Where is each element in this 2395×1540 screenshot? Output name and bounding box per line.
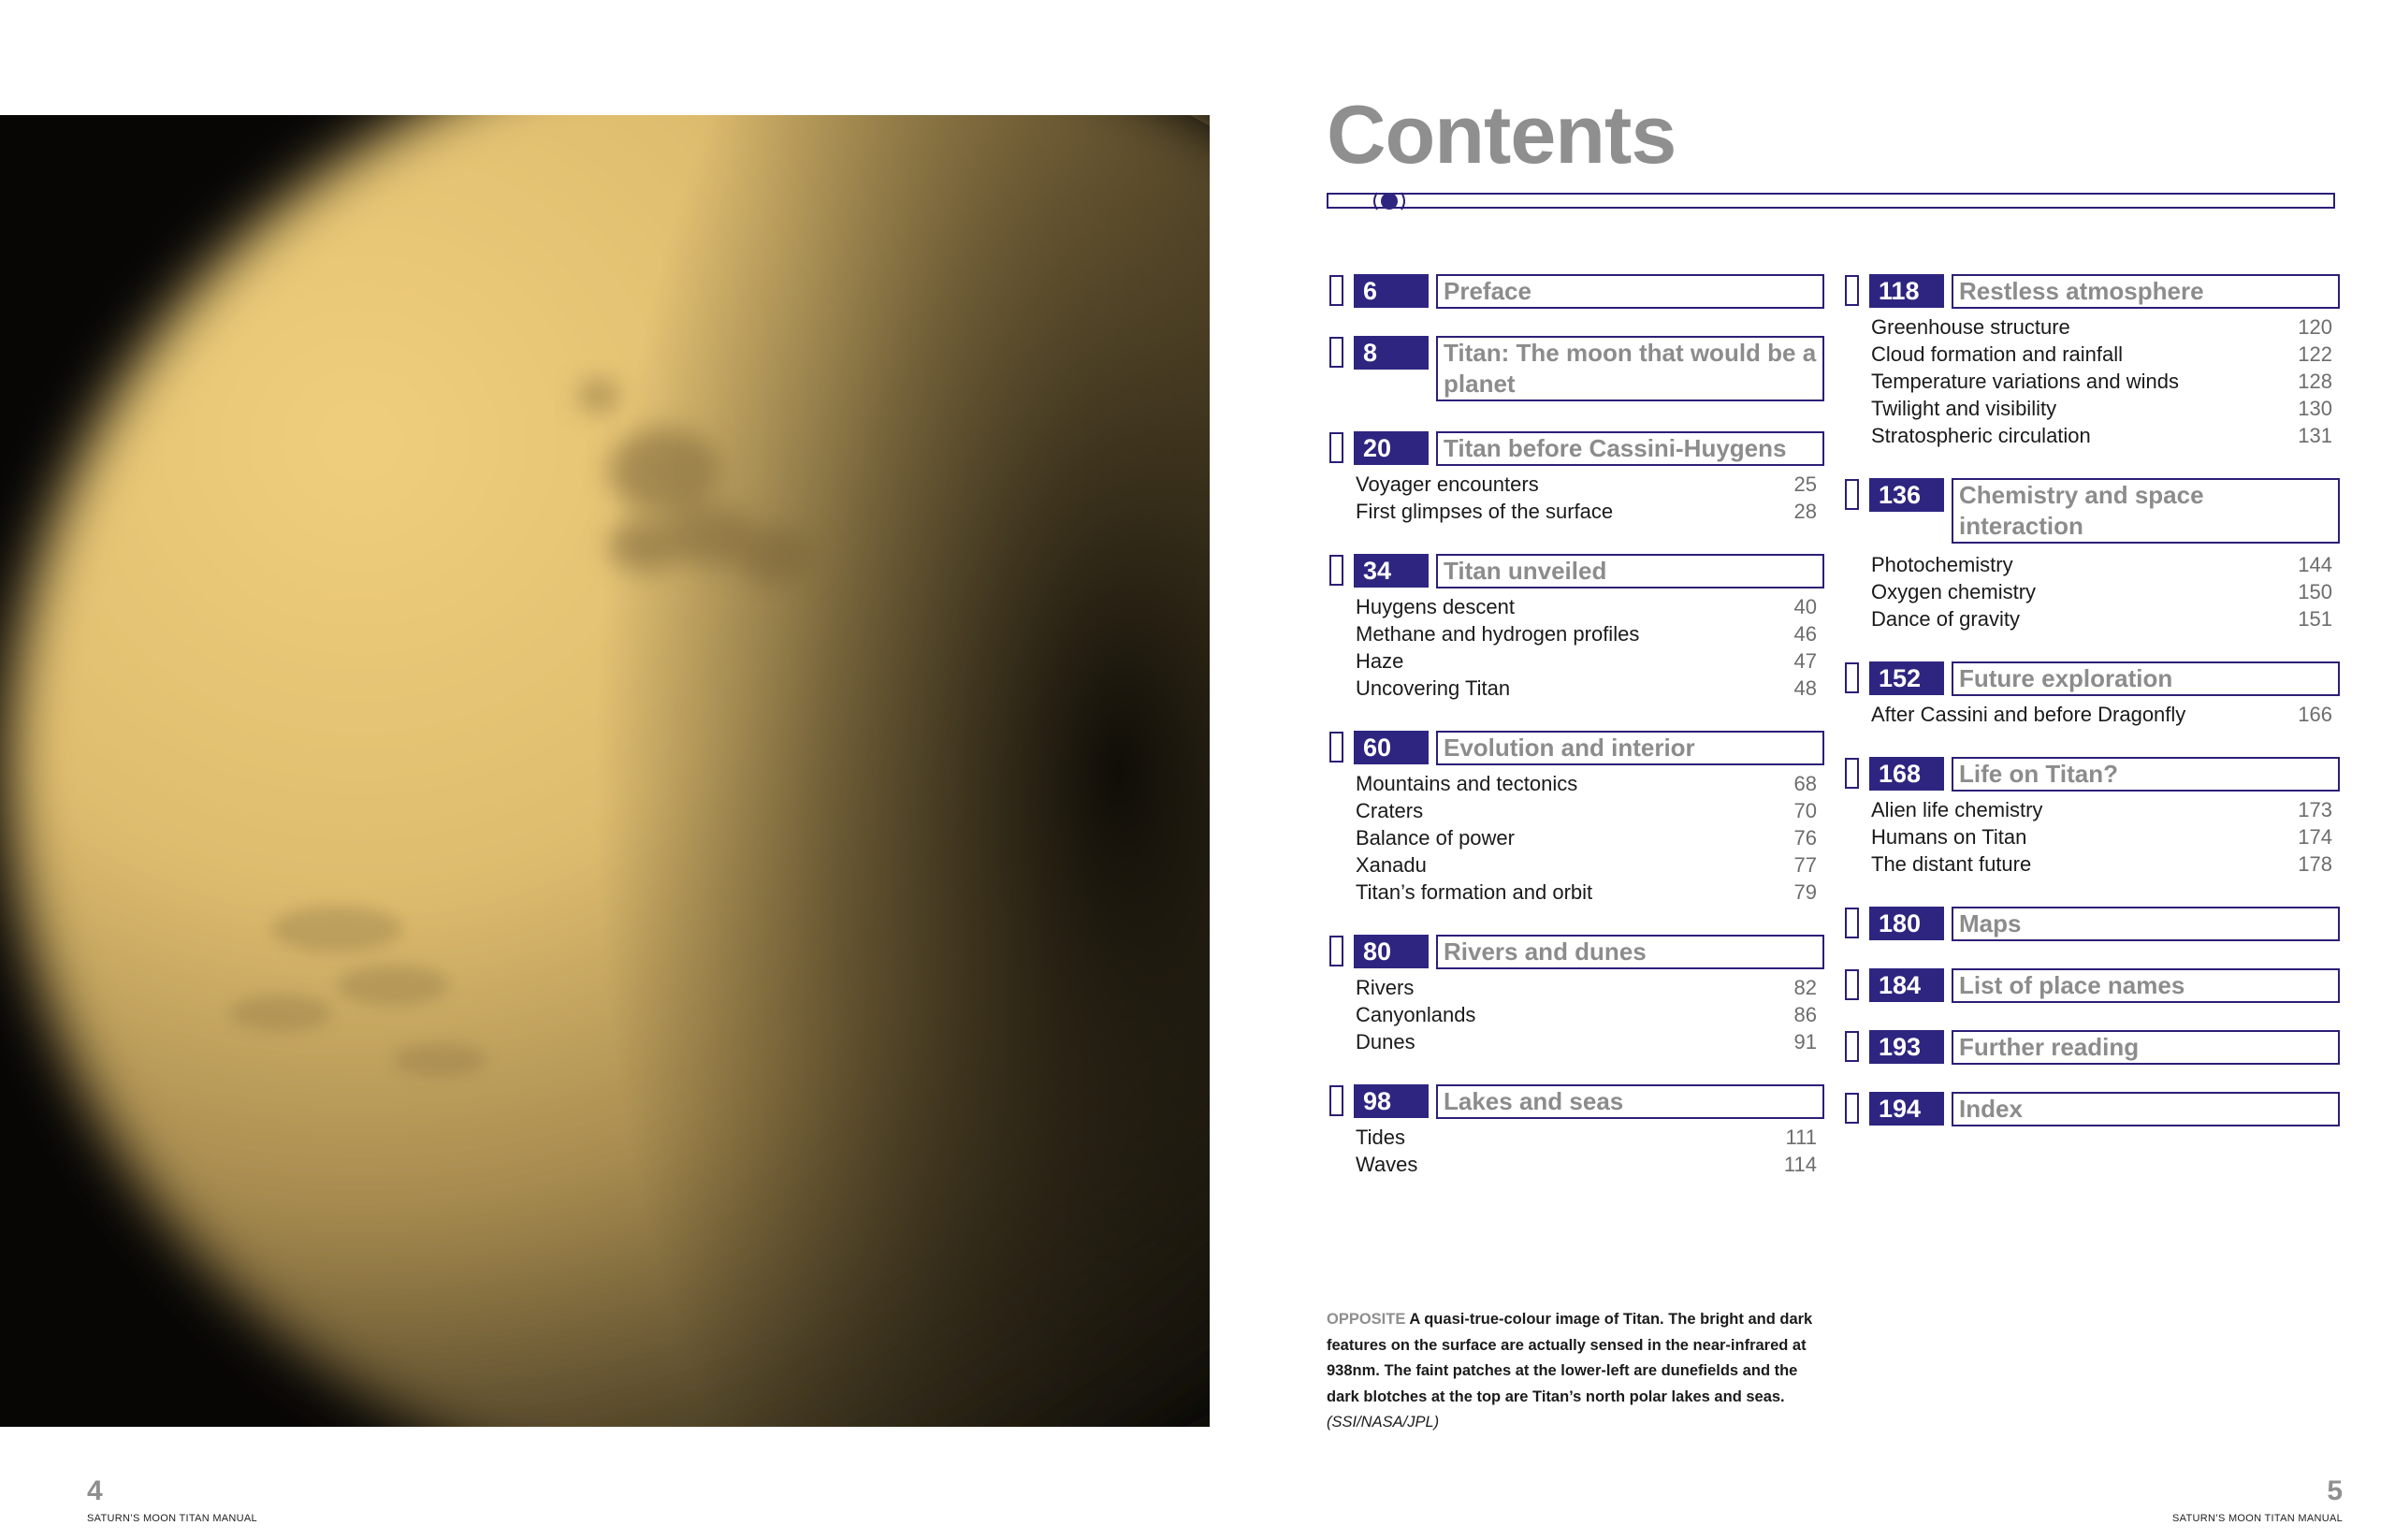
toc-entry-page: 86 xyxy=(1793,1003,1817,1026)
toc-entry-label: Rivers xyxy=(1356,976,1415,999)
caption-text: A quasi-true-colour image of Titan. The bright and dark features on the surface are actually sensed in the near-infrared at 938nm. The faint patches at the lower-left are dunefields and the dark blotches at the top are Titan’s north polar lakes and seas. xyxy=(1327,1311,1813,1405)
toc-section xyxy=(1845,271,2395,449)
left-page-number: 4 xyxy=(87,1475,103,1506)
toc-entry[interactable] xyxy=(1871,823,2332,850)
toc-entry-label: After Cassini and before Dragonfly xyxy=(1871,703,2186,726)
toc-entry-list xyxy=(1329,1117,1824,1178)
section-page-number: 80 xyxy=(1354,935,1429,968)
toc-entry[interactable] xyxy=(1356,1151,1817,1178)
right-page-number: 5 xyxy=(2327,1475,2343,1506)
toc-entry-page: 68 xyxy=(1793,772,1817,795)
title-rule-divider xyxy=(1327,187,2337,215)
toc-entry[interactable] xyxy=(1356,498,1817,525)
toc-entry-label: Haze xyxy=(1356,649,1404,673)
toc-entry-label: Stratospheric circulation xyxy=(1871,424,2091,447)
toc-section-heading[interactable] xyxy=(1845,659,2395,694)
toc-entry-list xyxy=(1845,307,2340,449)
toc-entry-page: 40 xyxy=(1793,595,1817,618)
toc-section xyxy=(1845,1089,2395,1125)
section-title: Evolution and interior xyxy=(1436,731,1824,765)
toc-section-heading[interactable] xyxy=(1845,904,2395,939)
section-page-number: 184 xyxy=(1869,968,1944,1002)
toc-entry-list xyxy=(1845,790,2340,878)
toc-entry[interactable] xyxy=(1356,1124,1817,1151)
toc-entry-list xyxy=(1329,763,1824,906)
toc-entry[interactable] xyxy=(1871,368,2332,395)
toc-entry-page: 120 xyxy=(2298,315,2332,339)
section-page-number: 98 xyxy=(1354,1084,1429,1118)
toc-entry[interactable] xyxy=(1871,796,2332,823)
toc-entry[interactable] xyxy=(1871,313,2332,341)
toc-entry[interactable] xyxy=(1871,341,2332,368)
toc-section xyxy=(1845,1027,2395,1063)
section-page-number: 6 xyxy=(1354,274,1429,308)
toc-entry-label: Xanadu xyxy=(1356,853,1427,877)
toc-entry[interactable] xyxy=(1871,578,2332,605)
toc-entry-page: 131 xyxy=(2298,424,2332,447)
section-title: Chemistry and space interaction xyxy=(1952,478,2340,544)
toc-entry-page: 76 xyxy=(1793,826,1817,850)
toc-section-heading[interactable] xyxy=(1845,1089,2395,1125)
toc-section-heading[interactable] xyxy=(1845,475,2395,545)
toc-entry-list xyxy=(1329,967,1824,1055)
section-marker-icon xyxy=(1845,1093,1859,1124)
section-title: Restless atmosphere xyxy=(1952,274,2340,309)
toc-entry-page: 173 xyxy=(2298,798,2332,821)
toc-entry-page: 150 xyxy=(2298,580,2332,603)
toc-entry-page: 48 xyxy=(1793,676,1817,700)
section-page-number: 152 xyxy=(1869,661,1944,695)
toc-entry-page: 111 xyxy=(1785,1126,1817,1149)
section-title: Titan unveiled xyxy=(1436,554,1824,588)
toc-entry[interactable] xyxy=(1871,701,2332,728)
toc-entry[interactable] xyxy=(1871,422,2332,449)
toc-entry-label: Tides xyxy=(1356,1126,1405,1149)
section-title: Titan before Cassini-Huygens xyxy=(1436,431,1824,466)
running-title-right: SATURN’S MOON TITAN MANUAL xyxy=(2172,1513,2343,1524)
toc-entry-page: 122 xyxy=(2298,342,2332,366)
toc-entry-label: Photochemistry xyxy=(1871,553,2013,576)
toc-section xyxy=(1845,659,2395,728)
toc-entry-list xyxy=(1329,587,1824,702)
toc-entry-page: 128 xyxy=(2298,370,2332,393)
toc-entry-page: 114 xyxy=(1783,1153,1817,1176)
photo-caption xyxy=(1327,1307,1832,1436)
section-marker-icon xyxy=(1329,432,1343,463)
toc-section-heading[interactable] xyxy=(1845,1027,2395,1063)
toc-section xyxy=(1845,966,2395,1001)
toc-entry[interactable] xyxy=(1356,593,1817,620)
section-page-number: 20 xyxy=(1354,431,1429,465)
section-marker-icon xyxy=(1845,275,1859,306)
toc-entry-label: First glimpses of the surface xyxy=(1356,500,1614,523)
toc-entry-label: The distant future xyxy=(1871,852,2032,876)
toc-entry-label: Voyager encounters xyxy=(1356,472,1539,496)
toc-entry-page: 144 xyxy=(2298,553,2332,576)
toc-entry[interactable] xyxy=(1356,879,1817,906)
running-title-left: SATURN’S MOON TITAN MANUAL xyxy=(87,1513,257,1524)
section-page-number: 193 xyxy=(1869,1030,1944,1064)
toc-entry[interactable] xyxy=(1356,797,1817,824)
toc-section-heading[interactable] xyxy=(1845,966,2395,1001)
section-title: Maps xyxy=(1952,907,2340,941)
toc-entry-page: 28 xyxy=(1793,500,1817,523)
titan-photo xyxy=(0,115,1210,1427)
toc-section-heading[interactable] xyxy=(1845,271,2395,307)
toc-entry[interactable] xyxy=(1356,770,1817,797)
toc-entry-label: Balance of power xyxy=(1356,826,1515,850)
toc-entry[interactable] xyxy=(1356,851,1817,879)
toc-entry-label: Humans on Titan xyxy=(1871,825,2027,849)
section-page-number: 34 xyxy=(1354,554,1429,588)
section-marker-icon xyxy=(1845,479,1859,510)
toc-entry[interactable] xyxy=(1356,471,1817,498)
toc-entry-label: Canyonlands xyxy=(1356,1003,1476,1026)
toc-entry-page: 25 xyxy=(1793,472,1817,496)
toc-entry-list xyxy=(1845,545,2340,632)
toc-entry-label: Craters xyxy=(1356,799,1424,822)
toc-entry-label: Dunes xyxy=(1356,1030,1415,1053)
section-title: Further reading xyxy=(1952,1030,2340,1065)
toc-section xyxy=(1845,754,2395,878)
section-marker-icon xyxy=(1329,555,1343,586)
toc-section xyxy=(1845,904,2395,939)
section-marker-icon xyxy=(1329,275,1343,306)
section-marker-icon xyxy=(1845,662,1859,693)
section-page-number: 60 xyxy=(1354,731,1429,764)
section-marker-icon xyxy=(1845,969,1859,1000)
toc-entry-label: Oxygen chemistry xyxy=(1871,580,2037,603)
toc-entry-page: 178 xyxy=(2298,852,2332,876)
toc-entry-page: 77 xyxy=(1793,853,1817,877)
toc-entry-list xyxy=(1329,464,1824,525)
section-title: Rivers and dunes xyxy=(1436,935,1824,969)
toc-entry-page: 151 xyxy=(2298,607,2332,631)
toc-entry-label: Greenhouse structure xyxy=(1871,315,2070,339)
toc-entry-label: Dance of gravity xyxy=(1871,607,2020,631)
section-title: Future exploration xyxy=(1952,661,2340,696)
toc-section-heading[interactable] xyxy=(1845,754,2395,790)
caption-label: OPPOSITE xyxy=(1327,1311,1406,1328)
toc-section xyxy=(1845,475,2395,632)
toc-entry-label: Titan’s formation and orbit xyxy=(1356,880,1593,904)
toc-entry[interactable] xyxy=(1356,1001,1817,1028)
toc-entry-page: 47 xyxy=(1793,649,1817,673)
toc-entry-label: Alien life chemistry xyxy=(1871,798,2043,821)
section-marker-icon xyxy=(1845,1031,1859,1062)
toc-entry-page: 166 xyxy=(2298,703,2332,726)
section-title: Preface xyxy=(1436,274,1824,309)
toc-entry-page: 82 xyxy=(1793,976,1817,999)
section-page-number: 168 xyxy=(1869,757,1944,791)
toc-entry-page: 91 xyxy=(1793,1030,1817,1053)
contents-right-column xyxy=(1845,271,2395,1151)
toc-entry[interactable] xyxy=(1871,395,2332,422)
toc-entry[interactable] xyxy=(1356,620,1817,647)
toc-entry-page: 174 xyxy=(2298,825,2332,849)
section-title: Lakes and seas xyxy=(1436,1084,1824,1119)
caption-credit: (SSI/NASA/JPL) xyxy=(1327,1414,1440,1431)
section-marker-icon xyxy=(1329,936,1343,966)
section-marker-icon xyxy=(1845,758,1859,789)
section-title: Titan: The moon that would be a planet xyxy=(1436,336,1824,401)
toc-entry-label: Mountains and tectonics xyxy=(1356,772,1578,795)
section-marker-icon xyxy=(1329,732,1343,763)
toc-entry[interactable] xyxy=(1871,605,2332,632)
section-page-number: 8 xyxy=(1354,336,1429,370)
toc-entry-page: 130 xyxy=(2298,397,2332,420)
section-marker-icon xyxy=(1329,1085,1343,1116)
toc-entry-label: Temperature variations and winds xyxy=(1871,370,2179,393)
toc-entry[interactable] xyxy=(1356,974,1817,1001)
section-page-number: 180 xyxy=(1869,907,1944,940)
toc-entry-label: Huygens descent xyxy=(1356,595,1515,618)
section-title: Index xyxy=(1952,1092,2340,1126)
toc-entry-page: 46 xyxy=(1793,622,1817,646)
titan-planet-image xyxy=(0,115,1210,1427)
toc-entry[interactable] xyxy=(1356,824,1817,851)
section-marker-icon xyxy=(1845,908,1859,938)
page-title: Contents xyxy=(1327,88,1676,181)
toc-entry-label: Waves xyxy=(1356,1153,1418,1176)
section-title: Life on Titan? xyxy=(1952,757,2340,792)
toc-entry-list xyxy=(1845,694,2340,728)
section-title: List of place names xyxy=(1952,968,2340,1003)
toc-entry-label: Methane and hydrogen profiles xyxy=(1356,622,1640,646)
toc-entry[interactable] xyxy=(1356,647,1817,675)
toc-entry-label: Twilight and visibility xyxy=(1871,397,2057,420)
toc-entry-page: 79 xyxy=(1793,880,1817,904)
toc-entry-label: Cloud formation and rainfall xyxy=(1871,342,2124,366)
section-page-number: 118 xyxy=(1869,274,1944,308)
toc-entry-label: Uncovering Titan xyxy=(1356,676,1511,700)
section-page-number: 136 xyxy=(1869,478,1944,512)
toc-entry[interactable] xyxy=(1356,1028,1817,1055)
section-page-number: 194 xyxy=(1869,1092,1944,1126)
toc-entry[interactable] xyxy=(1871,850,2332,878)
toc-entry[interactable] xyxy=(1356,675,1817,702)
section-marker-icon xyxy=(1329,337,1343,368)
toc-entry-page: 70 xyxy=(1793,799,1817,822)
toc-entry[interactable] xyxy=(1871,551,2332,578)
